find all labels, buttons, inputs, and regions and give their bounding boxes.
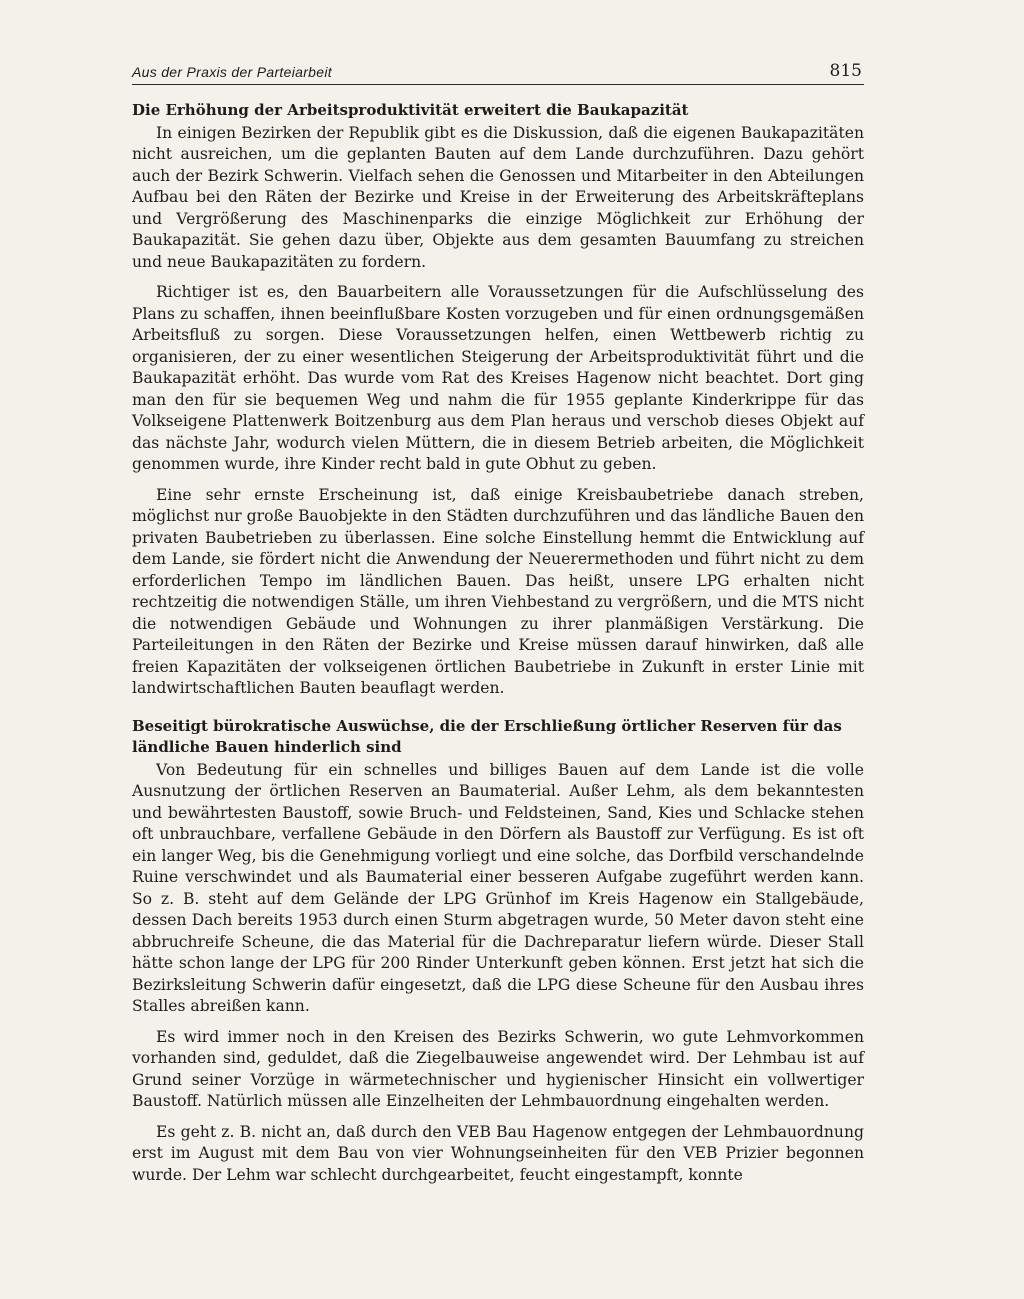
paragraph: Eine sehr ernste Erscheinung ist, daß einige Kreisbaubetriebe danach streben, möglichst nur große Bauobjekte in den Städten durchzuführen und das ländliche Bauen den privaten Baubetrieben zu überlassen. Eine solche Einstellung hemmt die Entwicklung auf dem Lande, sie fördert nicht die Anwendung der Neuerermethoden und führt nicht zu dem erforderlichen Tempo im ländlichen Bauen. Das heißt, unsere LPG erhalten nicht rechtzeitig die notwendigen Ställe, um ihren Viehbestand zu vergrößern, und die MTS nicht die notwendigen Gebäude und Wohnungen zu ihrer planmäßigen Verstärkung. Die Parteileitungen in den Räten der Bezirke und Kreise müssen darauf hinwirken, daß alle freien Kapazitäten der volkseigenen örtlichen Baubetriebe in Zukunft in erster Linie mit landwirtschaftlichen Bauten beauflagt werden. <box>132 485 864 697</box>
paragraph: Es wird immer noch in den Kreisen des Bezirks Schwerin, wo gute Lehmvorkommen vorhanden sind, geduldet, daß die Ziegelbauweise angewendet wird. Der Lehmbau ist auf Grund seiner Vorzüge in wärmetechnischer und hygienischer Hinsicht ein vollwertiger Baustoff. Natürlich müssen alle Einzelheiten der Lehmbauordnung eingehalten werden. <box>132 1027 864 1110</box>
page-number: 815 <box>829 61 862 81</box>
paragraph: In einigen Bezirken der Republik gibt es die Diskussion, daß die eigenen Baukapazitäten nicht ausreichen, um die geplanten Bauten auf dem Lande durchzuführen. Dazu gehört auch der Bezirk Schwerin. Vielfach sehen die Genossen und Mitarbeiter in den Abteilungen Aufbau bei den Räten der Bezirke und Kreise in der Erweiterung des Arbeitskräfteplans und Vergrößerung des Maschinenparks die einzige Möglichkeit zur Erhöhung der Baukapazität. Sie gehen dazu über, Objekte aus dem gesamten Bauumfang zu streichen und neue Baukapazitäten zu fordern. <box>132 123 864 271</box>
section-heading: Die Erhöhung der Arbeitsproduktivität erweitert die Baukapazität <box>132 101 689 119</box>
running-header <box>132 58 864 85</box>
paragraph: Von Bedeutung für ein schnelles und billiges Bauen auf dem Lande ist die volle Ausnutzung der örtlichen Reserven an Baumaterial. Außer Lehm, als dem bekanntesten und bewährtesten Baustoff, sowie Bruch- und Feldsteinen, Sand, Kies und Schlacke stehen oft unbrauchbare, verfallene Gebäude in den Dörfern als Baustoff zur Verfügung. Es ist oft ein langer Weg, bis die Genehmigung vorliegt und eine solche, das Dorfbild verschandelnde Ruine verschwindet und als Baumaterial einer besseren Aufgabe zugeführt werden kann. So z. B. steht auf dem Gelände der LPG Grünhof im Kreis Hagenow ein Stallgebäude, dessen Dach bereits 1953 durch einen Sturm abgetragen wurde, 50 Meter davon steht eine abbruchreife Scheune, die das Material für die Dachreparatur liefern würde. Dieser Stall hätte schon lange der LPG für 200 Rinder Unterkunft geben können. Erst jetzt hat sich die Bezirksleitung Schwerin dafür eingesetzt, daß die LPG diese Scheune für den Ausbau ihres Stalles abreißen kann. <box>132 760 864 1015</box>
paragraph: Richtiger ist es, den Bauarbeitern alle Voraussetzungen für die Aufschlüsselung des Plans zu schaffen, ihnen beeinflußbare Kosten vorzugeben und für einen ordnungsgemäßen Arbeitsfluß zu sorgen. Diese Voraussetzungen helfen, einen Wettbewerb richtig zu organisieren, der zu einer wesentlichen Steigerung der Arbeitsproduktivität führt und die Baukapazität erhöht. Das wurde vom Rat des Kreises Hagenow nicht beachtet. Dort ging man den für sie bequemen Weg und nahm die für 1955 geplante Kinderkrippe für das Volkseigene Plattenwerk Boitzenburg aus dem Plan heraus und verschob dieses Objekt auf das nächste Jahr, wodurch vielen Müttern, die in diesem Betrieb arbeiten, die Möglichkeit genommen wurde, ihre Kinder recht bald in gute Obhut zu geben. <box>132 283 864 473</box>
article-body <box>132 100 864 1186</box>
running-title: Aus der Praxis der Parteiarbeit <box>132 64 332 80</box>
section-heading: Beseitigt bürokratische Auswüchse, die der Erschließung örtlicher Reserven für das ländliche Bauen hinderlich sind <box>132 716 842 756</box>
paragraph: Es geht z. B. nicht an, daß durch den VEB Bau Hagenow entgegen der Lehmbauordnung erst im August mit dem Bau von vier Wohnungseinheiten für den VEB Prizier begonnen wurde. Der Lehm war schlecht durchgearbeitet, feucht eingestampft, konnte <box>132 1122 864 1184</box>
